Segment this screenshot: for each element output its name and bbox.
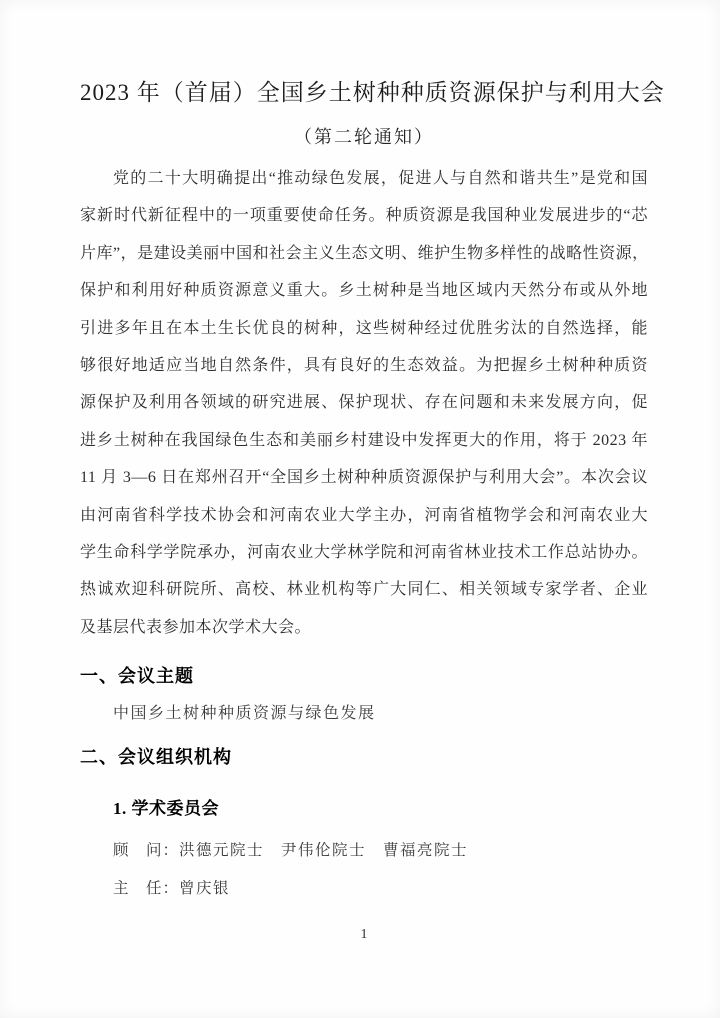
intro-line: 进乡土树种在我国绿色生态和美丽乡村建设中发挥更大的作用，将于 2023 年 bbox=[80, 431, 648, 449]
page-number: 1 bbox=[360, 927, 368, 943]
intro-line: 党的二十大明确提出“推动绿色发展，促进人与自然和谐共生”是党和国 bbox=[113, 170, 648, 187]
conference-topic: 中国乡土树种种质资源与绿色发展 bbox=[113, 705, 376, 723]
intro-line: 引进多年且在本土生长优良的树种，这些树种经过优胜劣汰的自然选择，能 bbox=[80, 319, 648, 337]
chair-line bbox=[80, 876, 648, 902]
section-organization-heading: 二、会议组织机构 bbox=[80, 747, 232, 768]
intro-line: 学生命科学学院承办，河南农业大学林学院和河南省林业技术工作总站协办。 bbox=[80, 544, 648, 562]
academic-committee-heading: 1. 学术委员会 bbox=[113, 799, 219, 819]
intro-line: 家新时代新征程中的一项重要使命任务。种质资源是我国种业发展进步的“芯 bbox=[80, 207, 648, 225]
intro-line: 及基层代表参加本次学术大会。 bbox=[80, 618, 312, 636]
intro-line: 源保护及利用各领域的研究进展、保护现状、存在问题和未来发展方向，促 bbox=[80, 394, 648, 412]
conference-title: 2023 年（首届）全国乡土树种种质资源保护与利用大会 bbox=[80, 80, 665, 105]
advisors-label: 顾 问： bbox=[113, 842, 180, 860]
advisors-line bbox=[80, 838, 648, 864]
intro-line: 热诚欢迎科研院所、高校、林业机构等广大同仁、相关领域专家学者、企业 bbox=[80, 581, 648, 599]
intro-line: 由河南省科学技术协会和河南农业大学主办，河南省植物学会和河南农业大 bbox=[80, 506, 648, 524]
chair-name: 曾庆银 bbox=[179, 880, 231, 898]
notice-subtitle: （第二轮通知） bbox=[294, 127, 434, 147]
intro-line: 够很好地适应当地自然条件，具有良好的生态效益。为把握乡土树种种质资 bbox=[80, 357, 648, 375]
intro-line: 片库”，是建设美丽中国和社会主义生态文明、维护生物多样性的战略性资源， bbox=[80, 244, 649, 262]
section-theme-heading: 一、会议主题 bbox=[80, 666, 194, 687]
intro-line: 11 月 3—6 日在郑州召开“全国乡土树种种质资源保护与利用大会”。本次会议 bbox=[80, 469, 648, 487]
advisors-names: 洪德元院士 尹伟伦院士 曹福亮院士 bbox=[179, 842, 469, 860]
chair-label: 主 任： bbox=[113, 880, 180, 898]
intro-line: 保护和利用好种质资源意义重大。乡土树种是当地区域内天然分布或从外地 bbox=[80, 282, 648, 300]
intro-paragraph bbox=[80, 160, 648, 646]
